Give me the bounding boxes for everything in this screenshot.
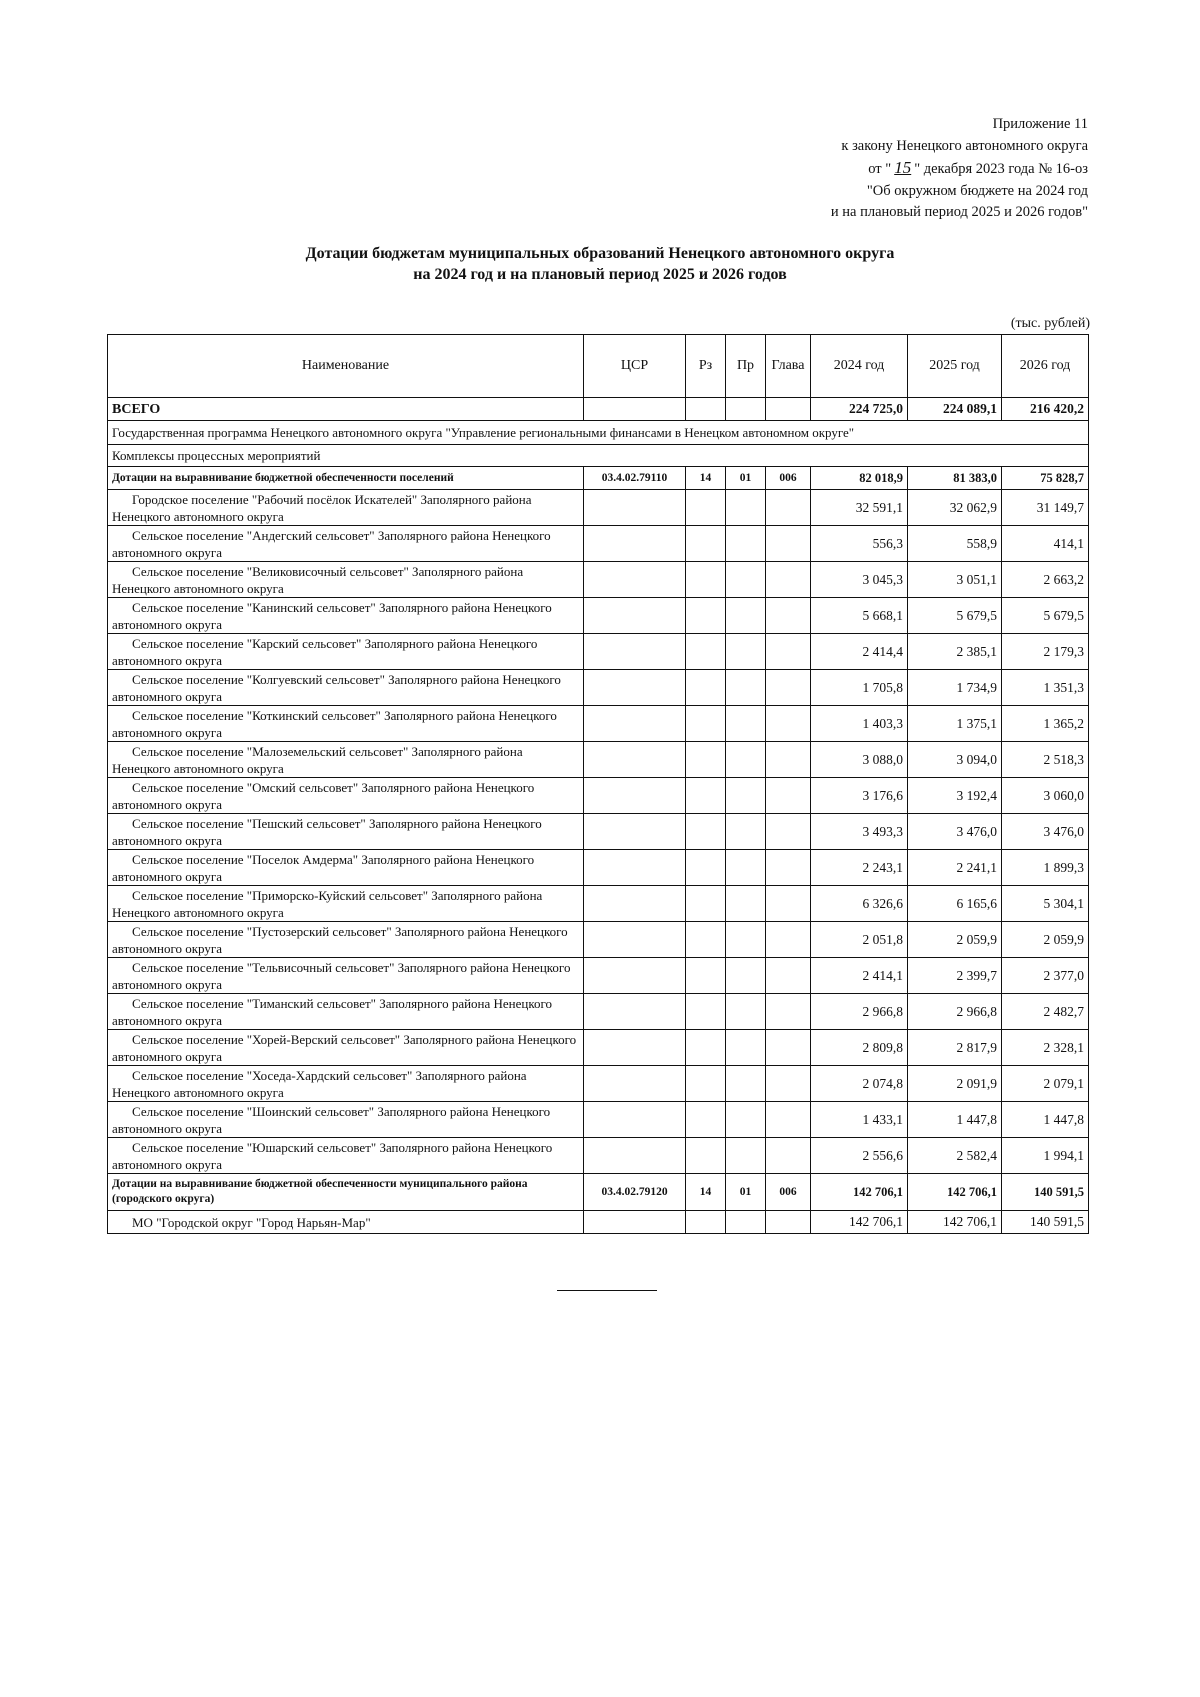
table-cell — [584, 490, 686, 526]
total-label: ВСЕГО — [108, 398, 584, 421]
settlement-name — [108, 598, 584, 634]
program-title: Государственная программа Ненецкого автономного округа "Управление региональными финансами в Ненецком автономном округе" — [108, 421, 1089, 445]
settlement-2024: 2 556,6 — [811, 1138, 908, 1174]
table-cell — [726, 994, 766, 1030]
table-row — [108, 958, 1089, 994]
group-name: Дотации на выравнивание бюджетной обеспеченности поселений — [108, 467, 584, 490]
settlement-2026: 5 304,1 — [1002, 886, 1089, 922]
settlement-2025: 1 734,9 — [908, 670, 1002, 706]
municipality-name — [108, 1211, 584, 1234]
group-2024: 142 706,1 — [811, 1174, 908, 1211]
column-header-rz: Рз — [686, 335, 726, 398]
settlement-2024: 1 705,8 — [811, 670, 908, 706]
settlement-2025: 6 165,6 — [908, 886, 1002, 922]
table-cell — [726, 1102, 766, 1138]
settlement-2025: 2 059,9 — [908, 922, 1002, 958]
municipality-2026: 140 591,5 — [1002, 1211, 1089, 1234]
subsidies-table — [107, 334, 1089, 1234]
settlement-2025: 2 966,8 — [908, 994, 1002, 1030]
settlement-2025: 2 582,4 — [908, 1138, 1002, 1174]
table-cell — [766, 706, 811, 742]
settlement-name-text: Сельское поселение "Колгуевский сельсовет" Заполярного района Ненецкого автономного округа — [112, 671, 561, 704]
settlement-2026: 1 447,8 — [1002, 1102, 1089, 1138]
settlement-name — [108, 706, 584, 742]
table-cell — [766, 850, 811, 886]
table-cell — [726, 1211, 766, 1234]
group-row-district — [108, 1174, 1089, 1211]
settlement-name — [108, 490, 584, 526]
table-cell — [766, 958, 811, 994]
table-cell — [686, 526, 726, 562]
settlement-2026: 414,1 — [1002, 526, 1089, 562]
table-cell — [726, 1030, 766, 1066]
settlement-2024: 32 591,1 — [811, 490, 908, 526]
group-csr: 03.4.02.79110 — [584, 467, 686, 490]
table-row — [108, 1138, 1089, 1174]
settlement-name — [108, 778, 584, 814]
complexes-title: Комплексы процессных мероприятий — [108, 445, 1089, 467]
settlement-name-text: Сельское поселение "Омский сельсовет" Заполярного района Ненецкого автономного округа — [112, 779, 535, 812]
column-header-pr: Пр — [726, 335, 766, 398]
settlement-name — [108, 1102, 584, 1138]
table-cell — [584, 526, 686, 562]
settlement-name — [108, 1138, 584, 1174]
settlement-name — [108, 994, 584, 1030]
table-row — [108, 598, 1089, 634]
settlement-2026: 2 179,3 — [1002, 634, 1089, 670]
municipality-2025: 142 706,1 — [908, 1211, 1002, 1234]
group-csr: 03.4.02.79120 — [584, 1174, 686, 1211]
settlement-2025: 2 399,7 — [908, 958, 1002, 994]
table-cell — [726, 598, 766, 634]
settlement-2026: 31 149,7 — [1002, 490, 1089, 526]
settlement-2025: 2 091,9 — [908, 1066, 1002, 1102]
total-2024: 224 725,0 — [811, 398, 908, 421]
table-cell — [686, 670, 726, 706]
settlement-2025: 3 192,4 — [908, 778, 1002, 814]
group-2025: 81 383,0 — [908, 467, 1002, 490]
group-pr: 01 — [726, 467, 766, 490]
document-title-line-2: на 2024 год и на плановый период 2025 и 2026 годов — [413, 266, 787, 283]
table-cell — [766, 1211, 811, 1234]
column-header-2025: 2025 год — [908, 335, 1002, 398]
settlement-2024: 1 403,3 — [811, 706, 908, 742]
table-cell — [686, 958, 726, 994]
settlement-name — [108, 742, 584, 778]
settlement-2025: 5 679,5 — [908, 598, 1002, 634]
appendix-law-title-2: и на плановый период 2025 и 2026 годов" — [830, 204, 1088, 220]
settlement-2024: 3 176,6 — [811, 778, 908, 814]
table-cell — [726, 742, 766, 778]
settlement-2026: 2 079,1 — [1002, 1066, 1089, 1102]
table-cell — [584, 742, 686, 778]
settlement-2025: 32 062,9 — [908, 490, 1002, 526]
table-cell — [686, 742, 726, 778]
group-rz: 14 — [686, 467, 726, 490]
table-cell — [726, 922, 766, 958]
table-cell — [584, 922, 686, 958]
table-cell — [686, 1138, 726, 1174]
settlement-name — [108, 922, 584, 958]
table-cell — [686, 598, 726, 634]
settlement-name-text: Сельское поселение "Поселок Амдерма" Заполярного района Ненецкого автономного округа — [112, 851, 535, 884]
table-cell — [584, 706, 686, 742]
table-row — [108, 634, 1089, 670]
settlement-name-text: Сельское поселение "Хорей-Верский сельсовет" Заполярного района Ненецкого автономного округа — [112, 1031, 577, 1064]
table-cell — [584, 850, 686, 886]
table-cell — [584, 1102, 686, 1138]
settlement-2024: 2 414,4 — [811, 634, 908, 670]
settlement-2025: 3 094,0 — [908, 742, 1002, 778]
table-cell — [766, 778, 811, 814]
table-cell — [766, 670, 811, 706]
settlement-2024: 2 414,1 — [811, 958, 908, 994]
settlement-2024: 6 326,6 — [811, 886, 908, 922]
appendix-law-title-1: "Об окружном бюджете на 2024 год — [866, 182, 1088, 199]
settlement-2026: 1 994,1 — [1002, 1138, 1089, 1174]
settlement-2025: 1 375,1 — [908, 706, 1002, 742]
settlement-name-text: Сельское поселение "Андегский сельсовет" Заполярного района Ненецкого автономного округа — [112, 527, 551, 560]
table-cell — [766, 814, 811, 850]
table-cell — [686, 886, 726, 922]
settlement-2024: 3 088,0 — [811, 742, 908, 778]
settlement-name — [108, 886, 584, 922]
total-row — [108, 398, 1089, 421]
table-cell — [686, 850, 726, 886]
table-cell — [766, 994, 811, 1030]
settlement-name — [108, 1066, 584, 1102]
settlement-name — [108, 958, 584, 994]
settlement-2025: 558,9 — [908, 526, 1002, 562]
table-cell — [726, 778, 766, 814]
table-cell — [726, 562, 766, 598]
table-cell — [726, 706, 766, 742]
settlement-2024: 2 966,8 — [811, 994, 908, 1030]
group-name: Дотации на выравнивание бюджетной обеспеченности муниципального района (городского округа) — [108, 1174, 584, 1211]
settlement-2025: 2 385,1 — [908, 634, 1002, 670]
settlement-2026: 3 060,0 — [1002, 778, 1089, 814]
table-cell — [766, 562, 811, 598]
table-row — [108, 922, 1089, 958]
table-cell — [584, 994, 686, 1030]
settlement-2025: 3 051,1 — [908, 562, 1002, 598]
settlement-2026: 5 679,5 — [1002, 598, 1089, 634]
table-cell — [584, 562, 686, 598]
municipality-row — [108, 1211, 1089, 1234]
group-2026: 140 591,5 — [1002, 1174, 1089, 1211]
program-row — [108, 421, 1089, 445]
settlement-name-text: Сельское поселение "Тиманский сельсовет" Заполярного района Ненецкого автономного округа — [112, 995, 553, 1028]
settlement-2026: 2 377,0 — [1002, 958, 1089, 994]
settlement-name-text: Сельское поселение "Пешский сельсовет" Заполярного района Ненецкого автономного округа — [112, 815, 542, 848]
table-cell — [726, 526, 766, 562]
settlement-2024: 5 668,1 — [811, 598, 908, 634]
settlement-name-text: Сельское поселение "Канинский сельсовет" Заполярного района Ненецкого автономного округа — [112, 599, 552, 632]
handwritten-day: 15 — [894, 158, 912, 177]
settlement-name-text: Сельское поселение "Пустозерский сельсовет" Заполярного района Ненецкого автономного округа — [112, 923, 568, 956]
table-cell — [686, 1102, 726, 1138]
table-cell — [686, 814, 726, 850]
table-row — [108, 706, 1089, 742]
settlement-name — [108, 526, 584, 562]
settlement-name-text: Сельское поселение "Тельвисочный сельсовет" Заполярного района Ненецкого автономного округа — [112, 959, 571, 992]
table-cell — [766, 1066, 811, 1102]
settlement-2024: 2 243,1 — [811, 850, 908, 886]
table-cell — [686, 398, 726, 421]
table-cell — [686, 1066, 726, 1102]
settlement-2025: 2 241,1 — [908, 850, 1002, 886]
table-row — [108, 994, 1089, 1030]
table-row — [108, 490, 1089, 526]
settlement-name — [108, 562, 584, 598]
table-header-row — [108, 335, 1089, 398]
table-row — [108, 886, 1089, 922]
table-cell — [686, 706, 726, 742]
table-cell — [584, 598, 686, 634]
settlement-2026: 2 663,2 — [1002, 562, 1089, 598]
table-row — [108, 1102, 1089, 1138]
table-cell — [584, 398, 686, 421]
settlement-2026: 2 518,3 — [1002, 742, 1089, 778]
settlement-2024: 2 051,8 — [811, 922, 908, 958]
document-title — [100, 243, 1100, 285]
column-header-csr: ЦСР — [584, 335, 686, 398]
table-cell — [584, 958, 686, 994]
appendix-law-ref: к закону Ненецкого автономного округа — [841, 137, 1088, 154]
appendix-date-prefix: от " — [868, 161, 892, 177]
table-cell — [766, 634, 811, 670]
table-cell — [726, 1066, 766, 1102]
table-row — [108, 670, 1089, 706]
table-row — [108, 742, 1089, 778]
table-cell — [584, 1211, 686, 1234]
table-cell — [686, 490, 726, 526]
column-header-glava: Глава — [766, 335, 811, 398]
settlement-name-text: Сельское поселение "Юшарский сельсовет" Заполярного района Ненецкого автономного округа — [112, 1139, 553, 1172]
settlement-name — [108, 1030, 584, 1066]
table-row — [108, 526, 1089, 562]
group-rz: 14 — [686, 1174, 726, 1211]
table-row — [108, 778, 1089, 814]
table-cell — [584, 1138, 686, 1174]
table-cell — [686, 994, 726, 1030]
table-cell — [584, 1030, 686, 1066]
settlement-name-text: Сельское поселение "Приморско-Куйский сельсовет" Заполярного района Ненецкого автономного округа — [112, 887, 543, 920]
settlement-2024: 556,3 — [811, 526, 908, 562]
table-row — [108, 814, 1089, 850]
table-cell — [766, 1030, 811, 1066]
table-cell — [726, 1138, 766, 1174]
table-cell — [686, 562, 726, 598]
column-header-2024: 2024 год — [811, 335, 908, 398]
settlement-2026: 1 365,2 — [1002, 706, 1089, 742]
table-cell — [584, 778, 686, 814]
table-cell — [766, 526, 811, 562]
column-header-name: Наименование — [108, 335, 584, 398]
appendix-header — [831, 114, 1088, 224]
settlement-name — [108, 670, 584, 706]
table-row — [108, 1066, 1089, 1102]
table-cell — [766, 886, 811, 922]
table-cell — [726, 814, 766, 850]
settlement-name-text: Сельское поселение "Карский сельсовет" Заполярного района Ненецкого автономного округа — [112, 635, 538, 668]
settlement-2025: 2 817,9 — [908, 1030, 1002, 1066]
table-cell — [584, 1066, 686, 1102]
settlement-2024: 3 493,3 — [811, 814, 908, 850]
table-cell — [726, 398, 766, 421]
table-cell — [766, 922, 811, 958]
settlement-name — [108, 850, 584, 886]
settlement-2025: 3 476,0 — [908, 814, 1002, 850]
group-pr: 01 — [726, 1174, 766, 1211]
table-cell — [726, 886, 766, 922]
settlement-2025: 1 447,8 — [908, 1102, 1002, 1138]
settlement-name-text: Сельское поселение "Великовисочный сельсовет" Заполярного района Ненецкого автономного округа — [112, 563, 524, 596]
settlement-2024: 2 809,8 — [811, 1030, 908, 1066]
table-row — [108, 850, 1089, 886]
table-cell — [726, 490, 766, 526]
table-cell — [686, 778, 726, 814]
total-2025: 224 089,1 — [908, 398, 1002, 421]
table-cell — [766, 1138, 811, 1174]
units-label: (тыс. рублей) — [1010, 316, 1090, 331]
settlement-2024: 3 045,3 — [811, 562, 908, 598]
settlement-2026: 2 059,9 — [1002, 922, 1089, 958]
table-cell — [766, 1102, 811, 1138]
appendix-date-line — [831, 157, 1088, 181]
group-2026: 75 828,7 — [1002, 467, 1089, 490]
table-cell — [726, 670, 766, 706]
group-glava: 006 — [766, 1174, 811, 1211]
total-2026: 216 420,2 — [1002, 398, 1089, 421]
settlement-name — [108, 814, 584, 850]
municipality-2024: 142 706,1 — [811, 1211, 908, 1234]
settlement-2026: 2 482,7 — [1002, 994, 1089, 1030]
settlement-name-text: Сельское поселение "Коткинский сельсовет" Заполярного района Ненецкого автономного округа — [112, 707, 557, 740]
group-glava: 006 — [766, 467, 811, 490]
table-cell — [726, 958, 766, 994]
settlement-2026: 3 476,0 — [1002, 814, 1089, 850]
column-header-2026: 2026 год — [1002, 335, 1089, 398]
table-cell — [726, 850, 766, 886]
table-cell — [584, 886, 686, 922]
group-2024: 82 018,9 — [811, 467, 908, 490]
settlement-2026: 2 328,1 — [1002, 1030, 1089, 1066]
end-divider — [557, 1290, 657, 1291]
table-cell — [766, 398, 811, 421]
table-cell — [766, 742, 811, 778]
table-cell — [726, 634, 766, 670]
table-cell — [584, 670, 686, 706]
group-2025: 142 706,1 — [908, 1174, 1002, 1211]
group-row-settlements — [108, 467, 1089, 490]
table-cell — [584, 814, 686, 850]
settlement-2024: 2 074,8 — [811, 1066, 908, 1102]
settlement-name-text: Сельское поселение "Хоседа-Хардский сельсовет" Заполярного района Ненецкого автономного округа — [112, 1067, 527, 1100]
table-cell — [766, 490, 811, 526]
municipality-name-text: МО "Городской округ "Город Нарьян-Мар" — [132, 1214, 371, 1230]
table-cell — [686, 634, 726, 670]
table-cell — [686, 922, 726, 958]
document-title-line-1: Дотации бюджетам муниципальных образований Ненецкого автономного округа — [305, 245, 895, 262]
table-cell — [686, 1030, 726, 1066]
settlement-2024: 1 433,1 — [811, 1102, 908, 1138]
appendix-date-suffix: " декабря 2023 года № 16-оз — [914, 161, 1088, 177]
settlement-name-text: Сельское поселение "Малоземельский сельсовет" Заполярного района Ненецкого автономного округа — [112, 743, 523, 776]
table-row — [108, 1030, 1089, 1066]
settlement-name — [108, 634, 584, 670]
settlement-name-text: Сельское поселение "Шоинский сельсовет" Заполярного района Ненецкого автономного округа — [112, 1103, 551, 1136]
table-cell — [766, 598, 811, 634]
appendix-number: Приложение 11 — [992, 116, 1088, 132]
settlement-2026: 1 899,3 — [1002, 850, 1089, 886]
table-cell — [686, 1211, 726, 1234]
table-cell — [584, 634, 686, 670]
complexes-row — [108, 445, 1089, 467]
settlement-name-text: Городское поселение "Рабочий посёлок Искателей" Заполярного района Ненецкого автономного округа — [112, 491, 532, 524]
table-row — [108, 562, 1089, 598]
settlement-2026: 1 351,3 — [1002, 670, 1089, 706]
